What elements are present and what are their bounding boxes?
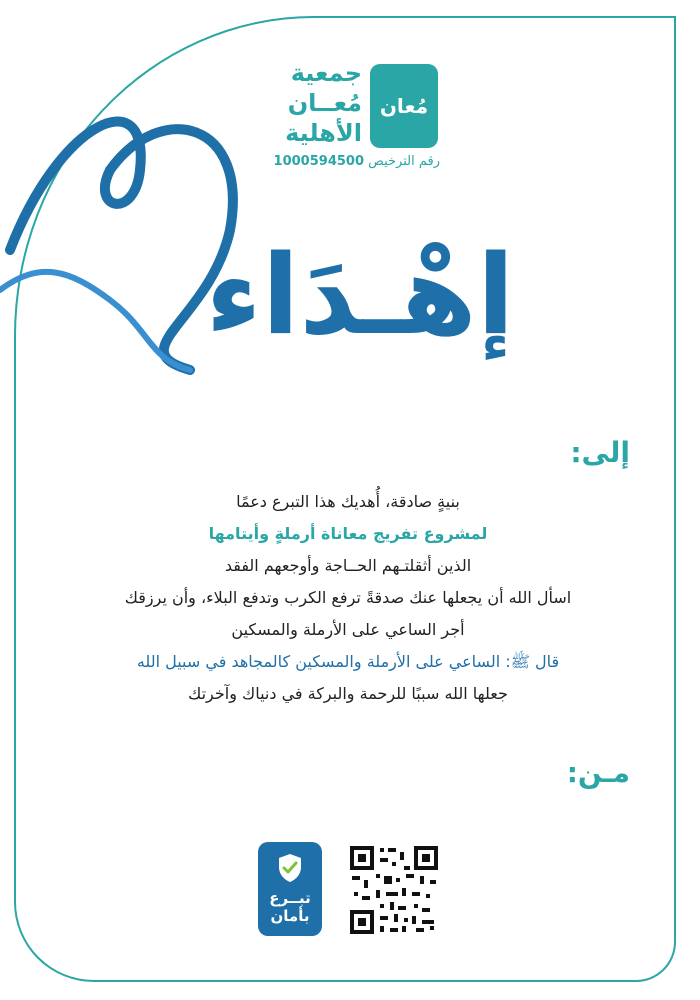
from-label: مـن: xyxy=(566,756,630,789)
message-line-3: الذين أثقلتـهم الحــاجة وأوجعهم الفقد xyxy=(224,556,472,575)
org-logo-glyph: مُعان xyxy=(379,94,429,118)
message-line-1: بنيةٍ صادقة، أُهديك هذا التبرع دعمًا xyxy=(236,492,460,511)
license-info xyxy=(262,154,440,169)
message-line-7: جعلها الله سببًا للرحمة والبركة في دنياك وآخرتك xyxy=(188,684,508,703)
qr-code[interactable] xyxy=(350,846,438,934)
org-name xyxy=(262,58,362,148)
license-number: 1000594500 xyxy=(273,154,365,169)
org-name-line-1: جمعية xyxy=(290,59,362,87)
org-name-line-2: مُعــان xyxy=(287,89,362,117)
to-label: إلى: xyxy=(570,436,630,469)
donate-safely-badge xyxy=(258,842,322,936)
page-title: إهْـدَاء xyxy=(205,231,515,359)
message-line-2: لمشروع تفريج معاناة أرملةٍ وأيتامها xyxy=(208,524,488,543)
shield-check-icon xyxy=(277,853,303,883)
org-logo xyxy=(370,64,438,148)
license-label: رقم الترخيص xyxy=(368,154,440,169)
message-line-5: أجر الساعي على الأرملة والمسكين xyxy=(231,620,465,639)
message-line-4: اسأل الله أن يجعلها عنك صدقةً ترفع الكرب وتدفع البلاء، وأن يرزقك xyxy=(124,588,572,607)
message-line-6: قال ﷺ: الساعي على الأرملة والمسكين كالمجاهد في سبيل الله xyxy=(136,652,560,671)
badge-line-1: تبــرع xyxy=(269,889,311,907)
dedication-message xyxy=(60,486,636,710)
badge-line-2: بأمان xyxy=(270,907,310,925)
org-name-line-3: الأهلية xyxy=(285,119,362,147)
